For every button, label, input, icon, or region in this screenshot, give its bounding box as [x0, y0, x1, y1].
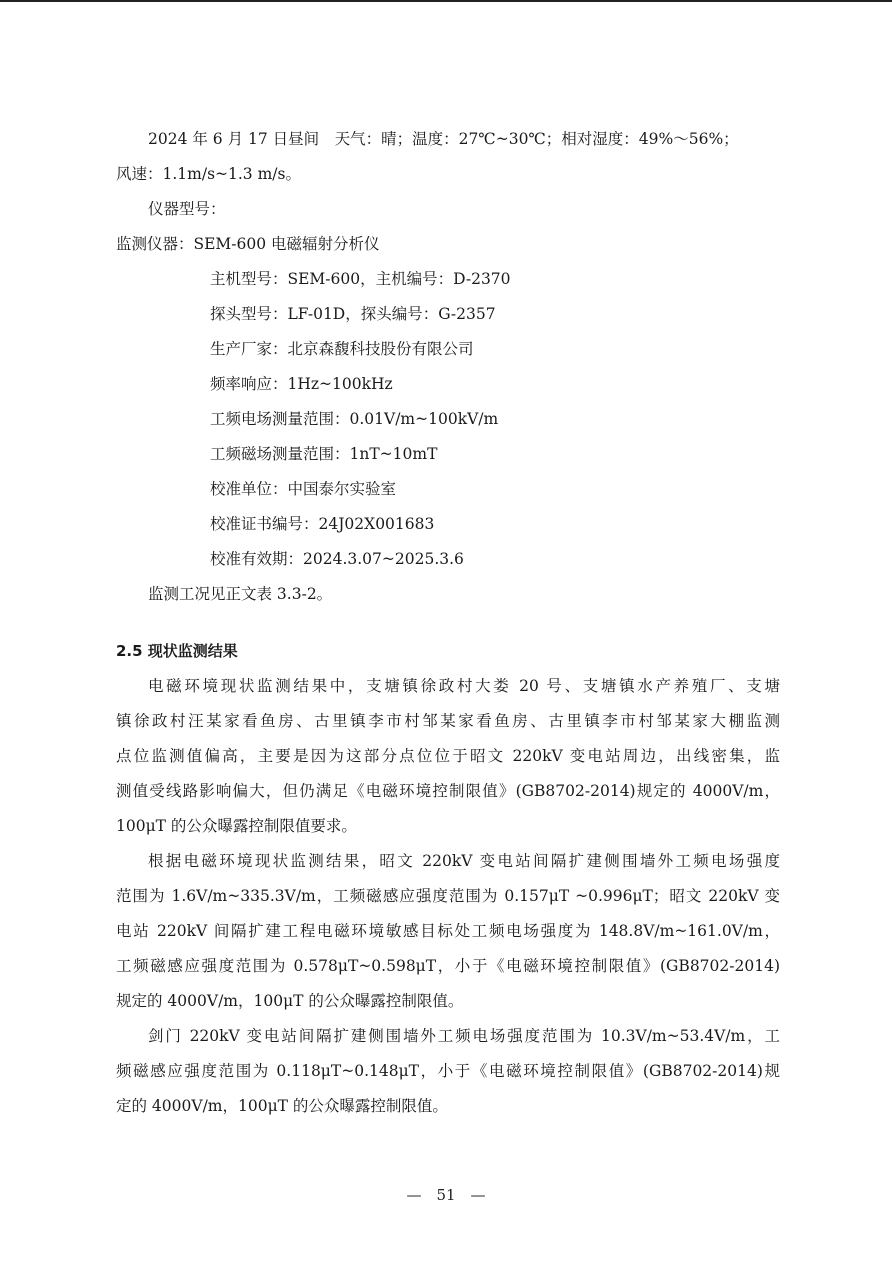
- spec-calibration-unit: 校准单位：中国泰尔实验室: [210, 480, 397, 498]
- paragraph-line: 电站 220kV 间隔扩建工程电磁环境敏感目标处工频电场强度为 148.8V/m~161.0V/m，: [116, 922, 780, 940]
- paragraph-line: 镇徐政村汪某家看鱼房、古里镇李市村邹某家看鱼房、古里镇李市村邹某家大棚监测: [116, 712, 780, 730]
- top-border-rule: [0, 0, 892, 2]
- document-page: [116, 122, 780, 1124]
- paragraph-line: 范围为 1.6V/m~335.3V/m，工频磁感应强度范围为 0.157μT ~0.996μT；昭文 220kV 变: [116, 887, 780, 905]
- paragraph-line: 点位监测值偏高，主要是因为这部分点位位于昭文 220kV 变电站周边，出线密集，监: [116, 747, 780, 765]
- section-heading: 2.5 现状监测结果: [116, 642, 238, 660]
- conditions-line-1: 2024 年 6 月 17 日昼间 天气：晴；温度：27℃~30℃；相对湿度：49%～56%；: [148, 130, 739, 148]
- paragraph-line: 剑门 220kV 变电站间隔扩建侧围墙外工频电场强度范围为 10.3V/m~53.4V/m，工: [148, 1027, 780, 1045]
- paragraph-line: 电磁环境现状监测结果中，支塘镇徐政村大娄 20 号、支塘镇水产养殖厂、支塘: [148, 677, 780, 695]
- spec-manufacturer: 生产厂家：北京森馥科技股份有限公司: [210, 340, 474, 358]
- section-gap: [116, 612, 780, 634]
- paragraph-line: 工频磁感应强度范围为 0.578μT~0.598μT，小于《电磁环境控制限值》(GB8702-2014): [116, 957, 780, 975]
- spec-magnetic-field-range: 工频磁场测量范围：1nT~10mT: [210, 445, 438, 463]
- paragraph-line: 规定的 4000V/m，100μT 的公众曝露控制限值。: [116, 992, 464, 1010]
- page-number: — 51 —: [406, 1186, 486, 1204]
- operating-conditions-note: 监测工况见正文表 3.3-2。: [148, 585, 333, 603]
- paragraph-line: 频磁感应强度范围为 0.118μT~0.148μT，小于《电磁环境控制限值》(GB8702-2014)规: [116, 1062, 780, 1080]
- instrument-label: 仪器型号：: [148, 200, 226, 218]
- conditions-line-2: 风速：1.1m/s~1.3 m/s。: [116, 165, 301, 183]
- spec-host-model: 主机型号：SEM-600，主机编号：D-2370: [210, 270, 511, 288]
- spec-calibration-validity: 校准有效期：2024.3.07~2025.3.6: [210, 550, 464, 568]
- spec-frequency-response: 频率响应：1Hz~100kHz: [210, 375, 393, 393]
- spec-probe-model: 探头型号：LF-01D，探头编号：G-2357: [210, 305, 496, 323]
- paragraph-line: 根据电磁环境现状监测结果，昭文 220kV 变电站间隔扩建侧围墙外工频电场强度: [148, 852, 780, 870]
- paragraph-1: [116, 669, 780, 844]
- paragraph-2: [116, 844, 780, 1019]
- spec-electric-field-range: 工频电场测量范围：0.01V/m~100kV/m: [210, 410, 499, 428]
- instrument-name: 监测仪器：SEM-600 电磁辐射分析仪: [116, 235, 380, 253]
- paragraph-line: 100μT 的公众曝露控制限值要求。: [116, 817, 357, 835]
- paragraph-line: 测值受线路影响偏大，但仍满足《电磁环境控制限值》(GB8702-2014)规定的 4000V/m，: [116, 782, 780, 800]
- spec-calibration-certificate: 校准证书编号：24J02X001683: [210, 515, 435, 533]
- paragraph-line: 定的 4000V/m，100μT 的公众曝露控制限值。: [116, 1097, 448, 1115]
- paragraph-3: [116, 1019, 780, 1124]
